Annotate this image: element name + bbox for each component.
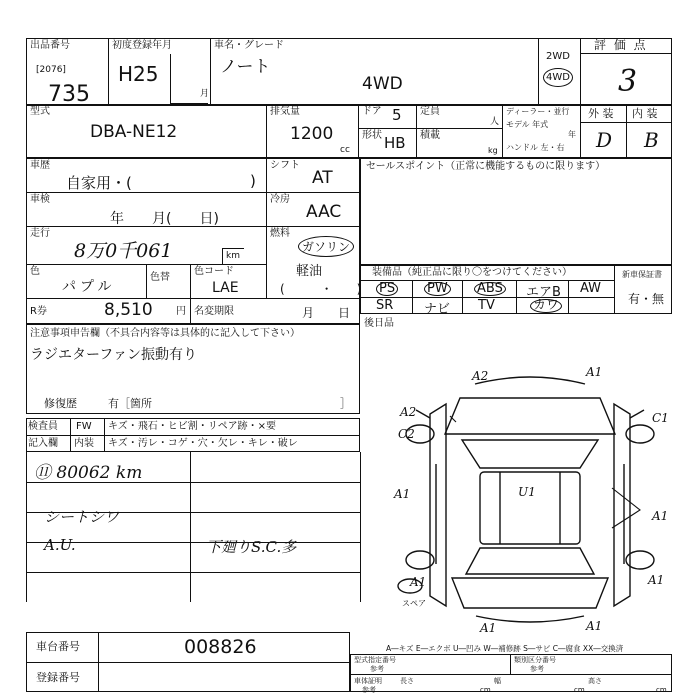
disp-unit: cc	[340, 145, 350, 155]
ac-value: AAC	[306, 202, 342, 222]
sales-frame	[360, 158, 672, 266]
interior-grade: B	[644, 128, 659, 152]
damage-mark-right	[612, 488, 640, 528]
length-label: 長さ	[400, 677, 414, 685]
model-name: ノート	[220, 57, 271, 77]
car-damage-diagram	[380, 364, 680, 634]
mark-bottom-right-a1: A1	[648, 573, 665, 587]
mark-bottom-left-a1: A1	[410, 575, 427, 589]
recycle-label: R券	[30, 306, 47, 317]
model-cert-label: 型式指定番号	[354, 656, 396, 664]
equip-tv: TV	[478, 298, 495, 313]
divider	[360, 452, 361, 602]
rear-hatch	[452, 578, 608, 608]
model-cert-sub: 参考	[370, 665, 384, 673]
front-bumper	[475, 377, 585, 384]
damage-legend: A―キズ E―エクボ U―凹み W―補修跡 S―サビ C―腐食 XX―交換済	[386, 644, 624, 653]
tax-value: 月 日	[302, 306, 351, 320]
recycle-value: 8,510	[104, 300, 153, 320]
warranty-label: 新車保証書	[622, 270, 662, 279]
inspection-value: 年 月( 日)	[110, 211, 219, 227]
divider	[358, 128, 502, 129]
mileage-label: 走行	[30, 228, 50, 239]
load-label: 積載	[420, 130, 440, 141]
dealer-label: ディーラー・並行	[506, 107, 570, 116]
reg-label: 登録番号	[36, 671, 80, 684]
divider	[210, 38, 211, 106]
model-year-label: モデル 年式	[506, 120, 549, 129]
inspector-label-1: 検査員	[28, 421, 58, 432]
divider	[538, 38, 539, 106]
exterior-label: 外 装	[588, 107, 614, 120]
fw-items: キズ・飛石・ヒビ割・リペア跡・×要	[108, 421, 276, 432]
height-label: 高さ	[588, 677, 602, 685]
repair-value: 有［箇所	[108, 397, 152, 410]
divider	[580, 104, 581, 158]
repair-close: ］	[340, 397, 351, 410]
equipment-label: 装備品（純正品に限り〇をつけてください）	[372, 267, 572, 278]
divider	[412, 280, 413, 314]
load-unit: kg	[488, 146, 498, 155]
divider	[146, 264, 147, 298]
month-unit: 月	[200, 89, 210, 99]
tax-label: 名変期限	[194, 306, 234, 317]
drive-label: 4WD	[362, 74, 403, 94]
equip-navi: ナビ	[424, 302, 451, 317]
divider	[98, 632, 99, 692]
divider	[108, 38, 109, 106]
history-close: )	[250, 172, 256, 190]
equip-leather: カワ	[530, 298, 562, 313]
model-label: 車名・グレード	[214, 40, 284, 51]
inspector-label-2: 記入欄	[28, 438, 58, 449]
color-label: 色	[30, 266, 40, 277]
fourwd-circled: 4WD	[543, 68, 573, 87]
first-reg-label: 初度登録年月	[112, 40, 172, 51]
shift-value: AT	[312, 168, 333, 188]
divider	[26, 662, 350, 663]
score-label: 評 価 点	[594, 38, 648, 52]
equip-abs: ABS	[474, 281, 506, 296]
notes-label: 注意事項申告欄（不具合内容等は具体的に記入して下さい）	[30, 328, 300, 339]
fuel-diesel: 軽油	[296, 264, 323, 279]
divider	[350, 674, 672, 675]
int-items: キズ・汚レ・コゲ・穴・欠レ・キレ・破レ	[108, 438, 298, 449]
mark-right-a1: A1	[652, 509, 669, 523]
type-label: 型式	[30, 106, 50, 117]
divider	[580, 38, 581, 106]
cap-label: 定員	[420, 106, 440, 117]
ac-label: 冷房	[270, 194, 290, 205]
disp-label: 排気量	[270, 106, 300, 117]
lot-number: 735	[48, 82, 90, 107]
windshield	[462, 440, 598, 468]
handwritten-line-1: ⑪ 80062 km	[34, 463, 143, 483]
lot-label: 出品番号	[30, 40, 70, 51]
divider	[190, 264, 191, 324]
type-value: DBA-NE12	[90, 122, 178, 142]
category-label: 類別区分番号	[514, 656, 556, 664]
mark-left-a1: A1	[394, 487, 411, 501]
divider	[358, 104, 359, 158]
fw-label: FW	[76, 421, 92, 432]
disp-value: 1200	[290, 124, 334, 144]
height-unit: cm	[656, 686, 667, 694]
color-change-label: 色替	[150, 272, 170, 283]
left-side	[430, 404, 446, 606]
rear-window	[466, 548, 594, 574]
divider	[580, 53, 672, 54]
era-year: H25	[118, 62, 159, 86]
mark-right-c1: C1	[652, 411, 669, 425]
divider	[568, 280, 569, 314]
equip-airbag: エアB	[526, 285, 561, 300]
spare-label: スペア	[402, 599, 426, 608]
divider	[266, 104, 267, 158]
equip-aw: AW	[580, 281, 602, 296]
door-label: ドア	[362, 106, 382, 117]
dims-label: 車体証明	[354, 677, 382, 685]
dims-sub: 参考	[362, 686, 376, 694]
mark-left-a2: A2	[400, 405, 417, 419]
divider	[516, 280, 517, 314]
divider	[70, 418, 71, 452]
cert-frame	[350, 654, 672, 692]
divider	[26, 298, 360, 299]
equip-sr: SR	[376, 298, 394, 313]
fuel-petrol: ガソリン	[298, 236, 354, 257]
chassis-label: 車台番号	[36, 640, 80, 653]
width-unit: cm	[574, 686, 585, 694]
sales-points-label: セールスポイント（正常に機能するものに限ります）	[366, 161, 606, 172]
cap-unit: 人	[490, 117, 500, 127]
color-code-value: LAE	[212, 280, 239, 296]
year-unit: 年	[568, 130, 576, 139]
yen-unit: 円	[176, 306, 186, 317]
mark-bottom-a1b: A1	[586, 619, 603, 633]
warranty-value: 有・無	[628, 292, 665, 306]
retrofit-label: 後日品	[364, 318, 394, 329]
mark-top-left: A2	[472, 369, 489, 383]
int-label: 内装	[74, 438, 94, 449]
divider	[190, 452, 191, 602]
handwritten-line-3: A.U.	[44, 536, 76, 554]
mark-left-c2: C2	[398, 427, 415, 441]
length-unit: cm	[480, 686, 491, 694]
history-value: 自家用・(	[66, 174, 132, 192]
divider	[26, 572, 360, 573]
category-sub: 参考	[530, 665, 544, 673]
handwritten-line-4: 下廻りS.C.多	[206, 538, 297, 556]
equip-ps: PS	[376, 281, 398, 296]
divider	[416, 104, 417, 158]
divider	[580, 122, 672, 123]
divider	[462, 280, 463, 314]
body-label: 形状	[362, 130, 382, 141]
interior-label: 内 装	[632, 107, 658, 120]
width-label: 幅	[494, 677, 501, 685]
roof	[480, 472, 580, 544]
divider	[614, 264, 615, 314]
divider	[266, 158, 267, 298]
handwritten-line-2: シートシワ	[44, 508, 120, 526]
score-value: 3	[618, 64, 638, 99]
divider	[626, 104, 627, 158]
repair-label: 修復歴	[44, 397, 77, 410]
lot-small: [2076]	[36, 65, 66, 75]
exterior-grade: D	[596, 128, 613, 152]
twowd-label: 2WD	[546, 51, 570, 62]
right-side	[614, 404, 630, 606]
divider	[510, 654, 511, 674]
divider	[104, 418, 105, 452]
fuel-paren: ( ・ )	[280, 282, 362, 296]
divider	[26, 452, 27, 602]
inspection-label: 車検	[30, 194, 50, 205]
divider	[502, 104, 503, 158]
door-value: 5	[392, 106, 402, 124]
mark-center-u1: U1	[518, 485, 536, 499]
color-code-label: 色コード	[194, 266, 234, 277]
mileage-value: 8万0千061	[74, 240, 173, 262]
shift-label: シフト	[270, 160, 300, 171]
history-label: 車歴	[30, 160, 50, 171]
chassis-value: 008826	[184, 636, 257, 658]
mark-top-right: A1	[586, 365, 603, 379]
color-value: パプル	[62, 279, 116, 295]
divider	[26, 542, 360, 543]
notes-text: ラジエターファン振動有り	[30, 347, 198, 363]
handle-label: ハンドル 左・右	[506, 143, 565, 152]
body-value: HB	[384, 134, 406, 152]
roof-rails	[500, 472, 560, 544]
mark-bottom-a1: A1	[480, 621, 497, 634]
equip-pw: PW	[424, 281, 451, 296]
mileage-unit: km	[226, 251, 240, 261]
hood	[445, 398, 615, 434]
divider	[26, 435, 360, 436]
fuel-label: 燃料	[270, 228, 290, 239]
